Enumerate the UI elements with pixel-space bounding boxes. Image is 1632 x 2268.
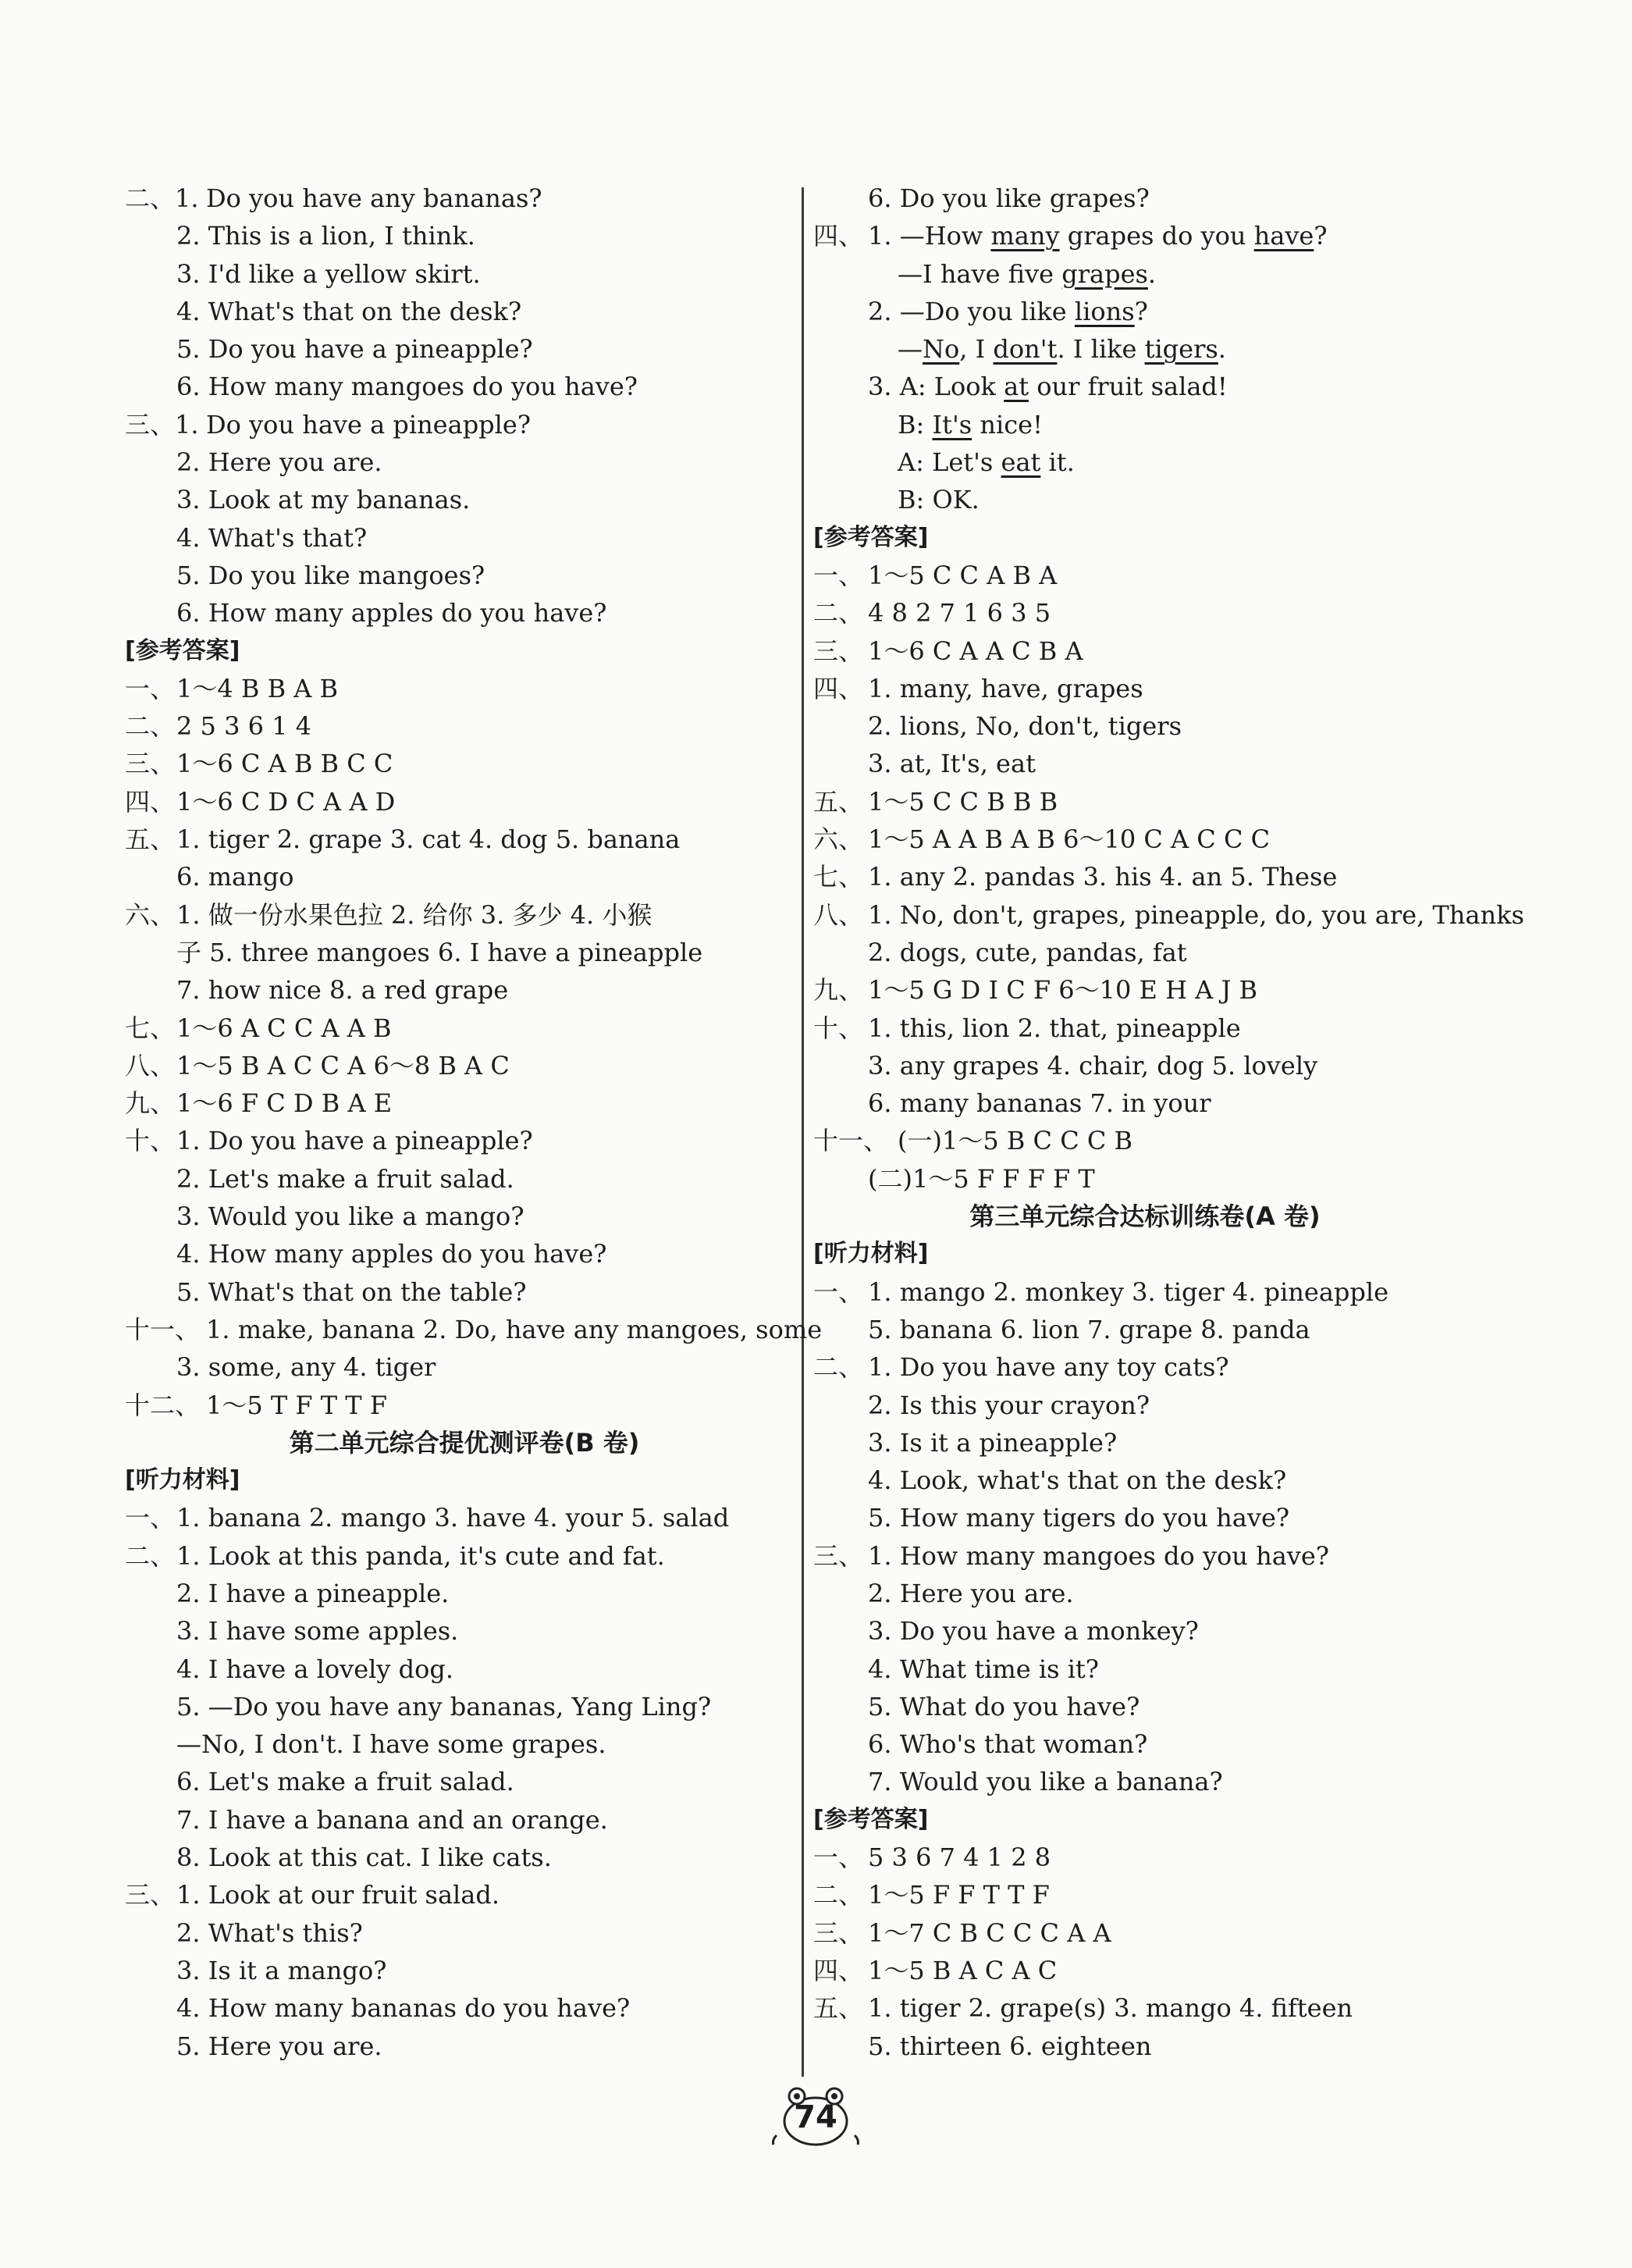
answer-line bbox=[125, 180, 804, 217]
answer-line bbox=[125, 481, 804, 518]
answer-line bbox=[125, 1688, 804, 1725]
item-text: 5. Do you have a pineapple? bbox=[176, 334, 533, 365]
item-label: 十、 bbox=[125, 1126, 176, 1156]
answer-line bbox=[813, 2028, 1477, 2065]
item-text: Do you have a pineapple? bbox=[206, 409, 531, 440]
item-label: 四、 bbox=[125, 786, 176, 817]
item-text: 1～5 A A B A B 6～10 C A C C C bbox=[868, 824, 1271, 855]
answer-line bbox=[813, 1650, 1477, 1688]
item-text: 5. What's that on the table? bbox=[176, 1276, 527, 1307]
answer-line bbox=[813, 1952, 1477, 1989]
item-label: 一、 bbox=[125, 1503, 176, 1533]
answer-line bbox=[125, 1499, 804, 1536]
answer-line bbox=[125, 1612, 804, 1650]
item-label: 一、 bbox=[813, 560, 864, 590]
answer-line bbox=[813, 1122, 1477, 1159]
item-text: 6. Who's that woman? bbox=[868, 1729, 1148, 1760]
page-number-badge bbox=[769, 2081, 862, 2151]
answer-line bbox=[813, 1387, 1477, 1424]
answer-line bbox=[125, 1311, 823, 1348]
answer-line bbox=[813, 1537, 1477, 1575]
item-label: 二、 bbox=[125, 1540, 176, 1571]
answer-line bbox=[813, 670, 1477, 707]
answer-line bbox=[813, 330, 1477, 368]
answer-line bbox=[813, 1009, 1477, 1047]
answer-line bbox=[813, 1462, 1477, 1499]
answer-line bbox=[813, 707, 1477, 745]
answer-line bbox=[125, 1084, 804, 1122]
item-text: 2. dogs, cute, pandas, fat bbox=[868, 937, 1187, 967]
answer-line bbox=[125, 406, 804, 443]
item-text: 1. Look at this panda, it's cute and fat. bbox=[176, 1540, 665, 1571]
page-number: 74 bbox=[794, 2099, 837, 2135]
item-text: 5. Do you like mangoes? bbox=[176, 560, 485, 590]
answer-line bbox=[125, 821, 804, 858]
item-text: 1. 做一份水果色拉 2. 给你 3. 多少 4. 小猴 bbox=[176, 899, 652, 930]
item-text: 1. tiger 2. grape 3. cat 4. dog 5. banana bbox=[176, 824, 681, 855]
item-label: 二、 bbox=[813, 1352, 864, 1383]
answer-line bbox=[125, 1198, 804, 1235]
item-text: 2. This is a lion, I think. bbox=[176, 221, 475, 251]
answer-line bbox=[125, 1839, 804, 1876]
item-text: 1. No, don't, grapes, pineapple, do, you are, Thanks bbox=[868, 899, 1524, 930]
answer-line bbox=[813, 1876, 1477, 1914]
item-label: 二、 bbox=[125, 711, 176, 742]
item-text: 4. Look, what's that on the desk? bbox=[868, 1465, 1287, 1496]
item-text: 3. some, any 4. tiger bbox=[176, 1352, 436, 1383]
listening-heading: [听力材料] bbox=[813, 1240, 929, 1268]
item-text: 6. Do you like grapes? bbox=[868, 183, 1150, 213]
answer-line bbox=[813, 1348, 1477, 1386]
item-text: 3. I have some apples. bbox=[176, 1616, 459, 1647]
item-text: 3. A: Look at our fruit salad! bbox=[868, 372, 1228, 402]
item-text: 3. Is it a pineapple? bbox=[868, 1427, 1118, 1458]
answer-line bbox=[125, 1914, 804, 1952]
item-text: 5. thirteen 6. eighteen bbox=[868, 2031, 1152, 2061]
answer-line bbox=[125, 1801, 804, 1839]
item-text: B: It's nice! bbox=[898, 409, 1043, 440]
item-text: 5 3 6 7 4 1 2 8 bbox=[868, 1843, 1051, 1873]
answer-line bbox=[813, 896, 1524, 934]
item-text: 2. lions, No, don't, tigers bbox=[868, 711, 1182, 742]
item-text: 6. many bananas 7. in your bbox=[868, 1088, 1211, 1119]
item-text: 1～6 F C D B A E bbox=[176, 1088, 393, 1119]
unit3a-title: 第三单元综合达标训练卷(A 卷) bbox=[969, 1202, 1321, 1232]
answer-line bbox=[813, 1424, 1477, 1462]
answer-line bbox=[813, 1688, 1477, 1725]
answer-line bbox=[813, 180, 1477, 217]
item-text: 4. How many apples do you have? bbox=[176, 1239, 607, 1269]
item-text: 2. —Do you like lions? bbox=[868, 296, 1148, 326]
answer-line bbox=[125, 896, 804, 934]
item-text: 2 5 3 6 1 4 bbox=[176, 711, 312, 742]
answer-line bbox=[125, 1273, 804, 1311]
answer-line bbox=[813, 632, 1477, 670]
answer-line bbox=[813, 368, 1477, 405]
item-label: 十二、 bbox=[125, 1390, 201, 1420]
item-label: 六、 bbox=[813, 824, 864, 855]
item-label: 三、 bbox=[813, 1917, 864, 1948]
item-label: 五、 bbox=[125, 824, 176, 855]
unit2b-title: 第二单元综合提优测评卷(B 卷) bbox=[289, 1427, 640, 1458]
item-text: —No, I don't. I like tigers. bbox=[898, 334, 1226, 365]
answer-line bbox=[813, 1575, 1477, 1612]
item-label: 一、 bbox=[125, 673, 176, 703]
answer-line bbox=[125, 1575, 804, 1612]
item-text: 5. banana 6. lion 7. grape 8. panda bbox=[868, 1314, 1310, 1344]
item-text: 1. tiger 2. grape(s) 3. mango 4. fifteen bbox=[868, 1993, 1353, 2024]
answer-line bbox=[125, 1763, 804, 1800]
answers-heading: [参考答案] bbox=[813, 1805, 929, 1833]
answer-line bbox=[813, 934, 1477, 971]
item-text: 5. Here you are. bbox=[176, 2031, 382, 2061]
item-text: 5. What do you have? bbox=[868, 1691, 1140, 1721]
answer-line bbox=[125, 443, 804, 481]
item-text: 4 8 2 7 1 6 3 5 bbox=[868, 598, 1051, 628]
item-text: 6. mango bbox=[176, 862, 294, 892]
item-text: 1. make, banana 2. Do, have any mangoes, some bbox=[206, 1314, 823, 1344]
answer-line bbox=[125, 1009, 804, 1047]
answer-line bbox=[125, 1650, 804, 1688]
item-text: 4. What's that on the desk? bbox=[176, 296, 522, 326]
answer-line bbox=[813, 858, 1477, 895]
answer-line bbox=[125, 594, 804, 632]
answer-line bbox=[125, 519, 804, 557]
item-text: 1～7 C B C C C A A bbox=[868, 1917, 1111, 1948]
answer-line bbox=[813, 745, 1477, 782]
answer-line bbox=[125, 255, 804, 293]
answer-line bbox=[125, 217, 804, 255]
item-text: 1. —How many grapes do you have? bbox=[868, 221, 1328, 251]
answers-heading: [参考答案] bbox=[125, 636, 240, 664]
answer-line bbox=[813, 1084, 1477, 1122]
item-label: 二、 bbox=[813, 598, 864, 628]
answer-line bbox=[125, 1952, 804, 1989]
answer-line bbox=[813, 1725, 1477, 1763]
item-label: 十、 bbox=[813, 1013, 864, 1043]
answer-line bbox=[813, 443, 1477, 481]
answer-line bbox=[813, 217, 1477, 255]
answer-line bbox=[125, 368, 804, 405]
item-text: 7. I have a banana and an orange. bbox=[176, 1804, 608, 1835]
item-text: B: OK. bbox=[898, 485, 980, 515]
answer-line bbox=[813, 1989, 1477, 2027]
item-text: 2. I have a pineapple. bbox=[176, 1578, 450, 1608]
answer-line bbox=[125, 293, 804, 330]
answer-line bbox=[125, 783, 804, 821]
item-text: 1～5 F F T T F bbox=[868, 1880, 1050, 1910]
item-label: 三、 bbox=[813, 636, 864, 666]
answer-line bbox=[125, 670, 804, 707]
answer-line bbox=[813, 255, 1477, 293]
item-text: 4. What's that? bbox=[176, 522, 368, 553]
item-text: 3. Look at my bananas. bbox=[176, 485, 471, 515]
item-label: 三、 bbox=[125, 749, 176, 779]
item-text: 6. Let's make a fruit salad. bbox=[176, 1767, 514, 1797]
item-text: 1～5 G D I C F 6～10 E H A J B bbox=[868, 975, 1257, 1006]
answer-line bbox=[813, 293, 1477, 330]
answer-line bbox=[813, 1311, 1477, 1348]
item-text: 2. Here you are. bbox=[176, 447, 382, 478]
item-label: 八、 bbox=[125, 1050, 176, 1081]
item-text: 7. Would you like a banana? bbox=[868, 1767, 1223, 1797]
answer-line bbox=[813, 1763, 1477, 1800]
item-text: 3. Would you like a mango? bbox=[176, 1202, 524, 1232]
item-text: 3. at, It's, eat bbox=[868, 749, 1036, 779]
item-label: 三、1. bbox=[125, 409, 199, 440]
answer-line bbox=[813, 1839, 1477, 1876]
answer-line bbox=[125, 858, 804, 895]
item-text: 1. this, lion 2. that, pineapple bbox=[868, 1013, 1241, 1043]
answer-line bbox=[125, 1122, 804, 1159]
item-text: —I have five grapes. bbox=[898, 258, 1157, 289]
answer-line bbox=[125, 1537, 804, 1575]
item-label: 四、 bbox=[813, 1955, 864, 1985]
answer-line bbox=[125, 330, 804, 368]
item-text: 1～5 B A C A C bbox=[868, 1955, 1058, 1985]
listening-heading: [听力材料] bbox=[125, 1466, 240, 1494]
answer-line bbox=[125, 1725, 804, 1763]
item-text: 子 5. three mangoes 6. I have a pineapple bbox=[176, 937, 703, 967]
item-text: 3. any grapes 4. chair, dog 5. lovely bbox=[868, 1050, 1318, 1081]
answer-line bbox=[125, 1989, 804, 2027]
item-text: 2. Let's make a fruit salad. bbox=[176, 1163, 514, 1194]
item-label: 八、 bbox=[813, 899, 864, 930]
item-text: 1～6 A C C A A B bbox=[176, 1013, 392, 1043]
answer-line bbox=[125, 1160, 804, 1198]
item-text: A: Let's eat it. bbox=[898, 447, 1075, 478]
item-text: 5. How many tigers do you have? bbox=[868, 1503, 1290, 1533]
item-label: 三、 bbox=[813, 1540, 864, 1571]
item-label: 一、 bbox=[813, 1276, 864, 1307]
item-text: 6. How many apples do you have? bbox=[176, 598, 607, 628]
answer-line bbox=[813, 1160, 1477, 1198]
answer-line bbox=[125, 1348, 804, 1386]
item-text: 7. how nice 8. a red grape bbox=[176, 975, 509, 1006]
answer-line bbox=[813, 594, 1477, 632]
item-label: 四、 bbox=[813, 673, 864, 703]
item-label: 二、 bbox=[813, 1880, 864, 1910]
item-label: 二、1. bbox=[125, 183, 199, 213]
item-text: 1. Do you have any toy cats? bbox=[868, 1352, 1229, 1383]
answer-line bbox=[125, 2028, 804, 2065]
answer-line bbox=[813, 557, 1477, 594]
answer-line bbox=[125, 745, 804, 782]
item-text: 1. any 2. pandas 3. his 4. an 5. These bbox=[868, 862, 1338, 892]
right-column bbox=[813, 180, 1524, 2065]
item-label: 九、 bbox=[813, 975, 864, 1006]
item-text: 4. I have a lovely dog. bbox=[176, 1654, 454, 1684]
item-label: 一、 bbox=[813, 1843, 864, 1873]
answer-line bbox=[813, 1047, 1477, 1084]
item-text: 1～4 B B A B bbox=[176, 673, 339, 703]
item-text: 1. mango 2. monkey 3. tiger 4. pineapple bbox=[868, 1276, 1389, 1307]
item-text: 1. banana 2. mango 3. have 4. your 5. salad bbox=[176, 1503, 730, 1533]
answer-line bbox=[125, 1235, 804, 1273]
item-text: —No, I don't. I have some grapes. bbox=[176, 1729, 606, 1760]
item-text: 3. I'd like a yellow skirt. bbox=[176, 258, 481, 289]
item-text: Do you have any bananas? bbox=[206, 183, 542, 213]
item-label: 十一、 bbox=[813, 1126, 889, 1156]
item-text: 1～5 C C A B A bbox=[868, 560, 1058, 590]
item-text: 1. Look at our fruit salad. bbox=[176, 1880, 500, 1910]
item-label: 七、 bbox=[813, 862, 864, 892]
answer-line bbox=[125, 934, 804, 971]
item-text: 2. Is this your crayon? bbox=[868, 1390, 1150, 1420]
item-label: 四、 bbox=[813, 221, 864, 251]
answer-line bbox=[813, 1499, 1477, 1536]
item-text: 1. How many mangoes do you have? bbox=[868, 1540, 1329, 1571]
item-text: 1. Do you have a pineapple? bbox=[176, 1126, 533, 1156]
answer-line bbox=[125, 1047, 804, 1084]
answer-line bbox=[813, 971, 1477, 1009]
left-column bbox=[125, 180, 823, 2065]
item-label: 九、 bbox=[125, 1088, 176, 1119]
answers-heading: [参考答案] bbox=[813, 523, 929, 551]
item-text: 8. Look at this cat. I like cats. bbox=[176, 1843, 552, 1873]
answer-line bbox=[125, 557, 804, 594]
item-text: 5. —Do you have any bananas, Yang Ling? bbox=[176, 1691, 712, 1721]
item-text: 3. Is it a mango? bbox=[176, 1955, 387, 1985]
item-text: (一)1～5 B C C C B bbox=[898, 1126, 1133, 1156]
answer-line bbox=[125, 971, 804, 1009]
answer-line bbox=[125, 707, 804, 745]
item-text: 4. What time is it? bbox=[868, 1654, 1099, 1684]
answer-line bbox=[125, 1876, 804, 1914]
answer-line bbox=[813, 481, 1477, 518]
item-label: 三、 bbox=[125, 1880, 176, 1910]
item-text: 1～5 B A C C A 6～8 B A C bbox=[176, 1050, 510, 1081]
item-text: (二)1～5 F F F F T bbox=[868, 1163, 1095, 1194]
item-text: 1～6 C A B B C C bbox=[176, 749, 393, 779]
item-label: 六、 bbox=[125, 899, 176, 930]
item-text: 3. Do you have a monkey? bbox=[868, 1616, 1199, 1647]
answer-line bbox=[813, 783, 1477, 821]
answer-line bbox=[813, 1273, 1477, 1311]
item-text: 1. many, have, grapes bbox=[868, 673, 1143, 703]
answer-line bbox=[813, 1612, 1477, 1650]
item-text: 1～5 C C B B B bbox=[868, 786, 1058, 817]
item-text: 6. How many mangoes do you have? bbox=[176, 372, 638, 402]
item-label: 五、 bbox=[813, 1993, 864, 2024]
item-label: 七、 bbox=[125, 1013, 176, 1043]
item-text: 4. How many bananas do you have? bbox=[176, 1993, 631, 2024]
item-text: 2. What's this? bbox=[176, 1917, 363, 1948]
item-text: 2. Here you are. bbox=[868, 1578, 1074, 1608]
answer-line bbox=[813, 1914, 1477, 1952]
item-text: 1～6 C D C A A D bbox=[176, 786, 396, 817]
item-text: 1～6 C A A C B A bbox=[868, 636, 1083, 666]
answer-line bbox=[813, 821, 1477, 858]
item-label: 十一、 bbox=[125, 1314, 201, 1344]
item-text: 1～5 T F T T F bbox=[206, 1390, 388, 1420]
item-label: 五、 bbox=[813, 786, 864, 817]
answer-line bbox=[125, 1387, 804, 1424]
answer-line bbox=[813, 406, 1477, 443]
